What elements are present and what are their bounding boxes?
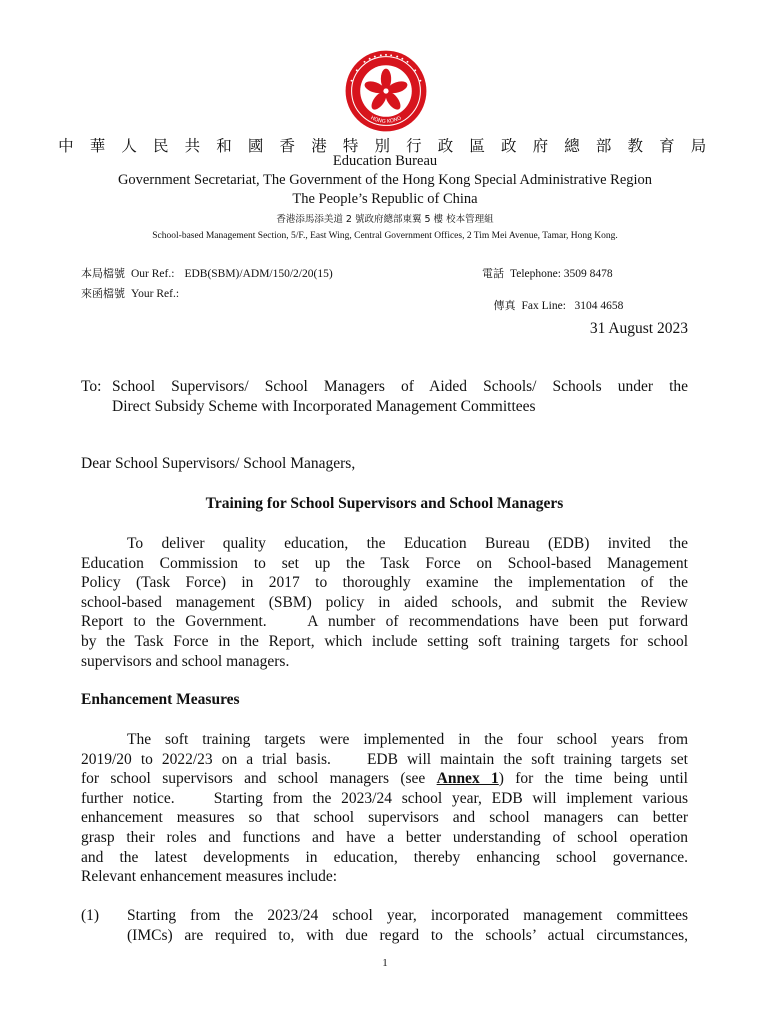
paragraph-line: Education Commission to set up the Task Force on School-based Management (81, 554, 688, 572)
addressee-block (81, 377, 688, 417)
enhancement-measures-heading: Enhancement Measures (81, 691, 240, 708)
paragraph-line: To deliver quality education, the Education Bureau (EDB) invited the (127, 535, 688, 552)
paragraph-line: Policy (Task Force) in 2017 to thoroughly examine the implementation of the (81, 574, 688, 592)
paragraph-line: grasp their roles and functions and have a better understanding of school operation (81, 828, 688, 846)
paragraph-introduction (81, 534, 688, 671)
chinese-address: 香港添馬添美道 2 號政府總部東翼 5 樓 校本管理組 (276, 214, 494, 225)
list-item-number: (1) (81, 907, 100, 924)
paragraph-enhancement (81, 730, 688, 887)
our-ref-value: EDB(SBM)/ADM/150/2/20(15) (184, 268, 333, 280)
letter-date: 31 August 2023 (589, 320, 688, 337)
subject-heading: Training for School Supervisors and School Managers (205, 495, 564, 512)
paragraph-line: 2019/20 to 2022/23 on a trial basis. EDB will maintain the soft training targets set (81, 750, 688, 768)
paragraph-line: enhancement measures so that school supervisors and school managers can better (81, 809, 688, 827)
paragraph-line-with-annex (81, 769, 688, 789)
our-ref (81, 265, 333, 281)
hksar-emblem-icon (343, 48, 429, 134)
paragraph-line: Relevant enhancement measures include: (81, 868, 338, 886)
telephone-value: Telephone: 3509 8478 (510, 268, 613, 280)
list-item-line: (IMCs) are required to, with due regard to the schools’ actual circumstances, (127, 926, 688, 944)
page-number: 1 (382, 957, 388, 969)
country-name: The People’s Republic of China (292, 191, 478, 207)
fax-cn: 傳真 (493, 299, 516, 312)
paragraph-line: and the latest developments in education, thereby enhancing school governance. (81, 848, 688, 866)
paragraph-line: by the Task Force in the Report, which include setting soft training targets for school (81, 632, 688, 650)
your-ref-cn: 來函檔號 (81, 287, 125, 300)
paragraph-line: school-based management (SBM) policy in aided schools, and submit the Review (81, 593, 688, 611)
bureau-name: Education Bureau (332, 153, 438, 169)
annex-text-after: ) for the time being until (498, 770, 688, 788)
government-secretariat: Government Secretariat, The Government of the Hong Kong Special Administrative Region (117, 172, 653, 188)
telephone-cn: 電話 (482, 267, 504, 280)
addressee-line-1: School Supervisors/ School Managers of Aided Schools/ Schools under the (112, 378, 688, 395)
list-item (81, 906, 688, 945)
english-address: School-based Management Section, 5/F., East Wing, Central Government Offices, 2 Tim Mei Avenue, Tamar, Hong Kong. (152, 231, 618, 241)
annex-text-before: for school supervisors and school managers (see (81, 770, 437, 788)
paragraph-line: Report to the Government. A number of recommendations have been put forward (81, 613, 688, 631)
fax (482, 285, 623, 325)
paragraph-line: further notice. Starting from the 2023/24 school year, EDB will implement various (81, 789, 688, 807)
paragraph-line: The soft training targets were implemented in the four school years from (127, 731, 688, 748)
to-label: To: (81, 378, 102, 395)
addressee-line-2: Direct Subsidy Scheme with Incorporated Management Committees (112, 398, 536, 415)
paragraph-line: supervisors and school managers. (81, 652, 290, 670)
fax-value: Fax Line: 3104 4658 (521, 300, 624, 312)
your-ref (81, 285, 179, 301)
our-ref-cn: 本局檔號 (81, 267, 125, 280)
our-ref-label: Our Ref.: (131, 268, 175, 280)
telephone (482, 265, 613, 281)
annex-1-link[interactable]: Annex 1 (436, 770, 499, 788)
your-ref-label: Your Ref.: (131, 288, 180, 300)
list-item-line: Starting from the 2023/24 school year, incorporated management committees (127, 907, 688, 924)
emblem-label: HONG KONG (369, 115, 403, 125)
chinese-bureau-title: 中 華 人 民 共 和 國 香 港 特 別 行 政 區 政 府 總 部 教 育 局 (58, 137, 712, 155)
salutation: Dear School Supervisors/ School Managers, (81, 455, 356, 472)
